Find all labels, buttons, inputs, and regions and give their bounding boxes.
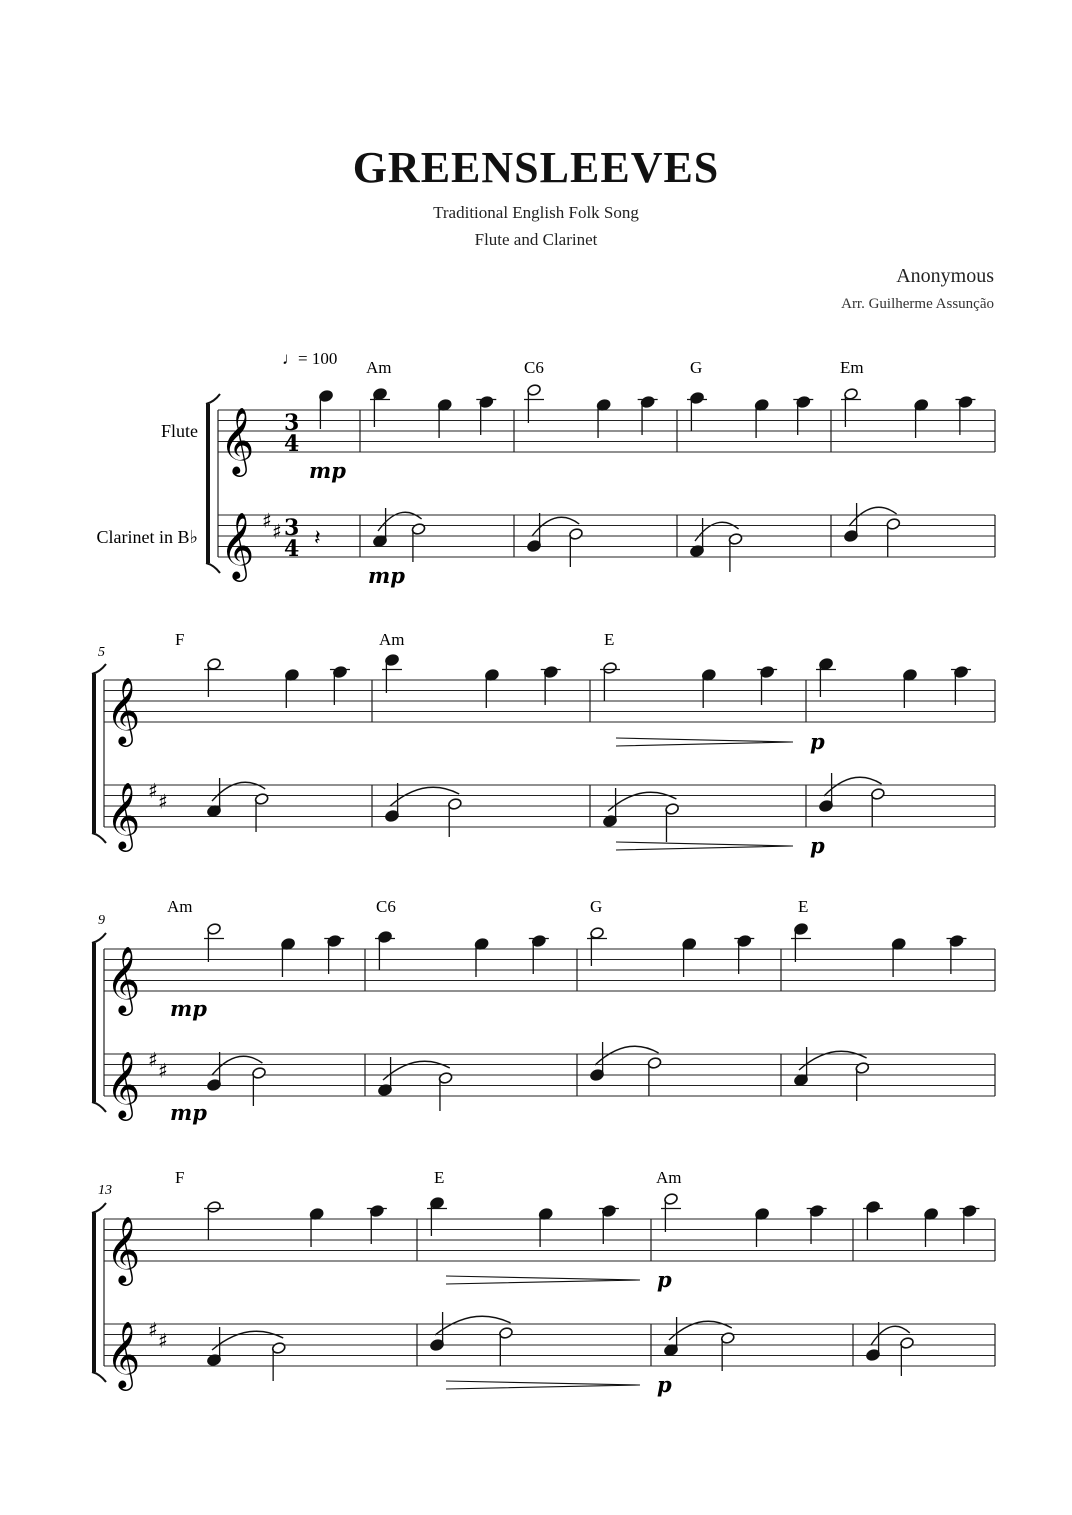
dynamic-mp: mp [309, 458, 346, 483]
sharp-icon: ♯ [148, 778, 158, 803]
measure-number: 5 [98, 645, 105, 660]
chord-symbol: E [434, 1168, 445, 1187]
chord-symbol: Em [840, 358, 864, 377]
treble-clef-icon: 𝄞 [106, 1050, 141, 1118]
dynamic-p: p [810, 729, 825, 754]
piece-subtitle: Traditional English Folk Song [433, 203, 639, 222]
treble-clef-icon: 𝄞 [106, 945, 141, 1013]
time-signature: 3 [284, 410, 300, 436]
system-bracket [92, 1102, 106, 1112]
chord-symbol: Am [366, 358, 392, 377]
instrument-name-flute: Flute [160, 421, 198, 441]
chord-symbol: G [690, 358, 703, 377]
decrescendo-hairpin [616, 842, 793, 850]
system-bracket [206, 394, 220, 404]
sharp-icon: ♯ [158, 1058, 168, 1083]
system-bracket [206, 563, 220, 573]
treble-clef-icon: 𝄞 [220, 511, 255, 579]
instrument-name-clarinet: Clarinet in B♭ [96, 527, 198, 547]
chord-symbol: Am [379, 630, 405, 649]
dynamic-p: p [810, 833, 825, 858]
treble-clef-icon: 𝄞 [106, 676, 141, 744]
slur [435, 1316, 511, 1335]
dynamic-mp: mp [170, 996, 207, 1021]
measure-number: 9 [98, 913, 105, 928]
decrescendo-hairpin [446, 1381, 640, 1389]
chord-symbol: G [590, 897, 603, 916]
system-bracket [92, 1372, 106, 1382]
treble-clef-icon: 𝄞 [106, 1320, 141, 1388]
time-signature: 4 [284, 536, 300, 562]
sharp-icon: ♯ [262, 508, 272, 533]
sharp-icon: ♯ [158, 1328, 168, 1353]
chord-symbol: E [604, 630, 615, 649]
piece-title: GREENSLEEVES [352, 143, 720, 192]
composer: Anonymous [896, 265, 994, 287]
measure-number: 13 [98, 1183, 112, 1198]
decrescendo-hairpin [446, 1276, 640, 1284]
decrescendo-hairpin [616, 738, 793, 746]
chord-symbol: E [798, 897, 809, 916]
sharp-icon: ♯ [148, 1317, 158, 1342]
treble-clef-icon: 𝄞 [220, 406, 255, 474]
chord-symbol: F [175, 1168, 185, 1187]
arranger: Arr. Guilherme Assunção [841, 296, 994, 312]
dynamic-mp: mp [368, 563, 405, 588]
sharp-icon: ♯ [148, 1047, 158, 1072]
time-signature: 4 [284, 431, 300, 457]
treble-clef-icon: 𝄞 [106, 781, 141, 849]
system-bracket [92, 664, 106, 674]
treble-clef-icon: 𝄞 [106, 1215, 141, 1283]
tempo-note: ♩ [282, 349, 299, 368]
chord-symbol: C6 [524, 358, 544, 377]
dynamic-p: p [657, 1372, 672, 1397]
sharp-icon: ♯ [272, 519, 282, 544]
dynamic-p: p [657, 1267, 672, 1292]
music-engraving [92, 384, 995, 1391]
tempo-value: = 100 [298, 349, 338, 368]
dynamic-mp: mp [170, 1100, 207, 1125]
chord-symbol: Am [167, 897, 193, 916]
chord-symbol: F [175, 630, 185, 649]
system-bracket [92, 833, 106, 843]
sharp-icon: ♯ [158, 789, 168, 814]
time-signature: 3 [284, 515, 300, 541]
chord-symbol: Am [656, 1168, 682, 1187]
chord-symbol: C6 [376, 897, 396, 916]
system-bracket [92, 1203, 106, 1213]
instrumentation: Flute and Clarinet [474, 230, 598, 249]
system-bracket [92, 933, 106, 943]
quarter-rest-icon: 𝄽 [314, 526, 321, 551]
